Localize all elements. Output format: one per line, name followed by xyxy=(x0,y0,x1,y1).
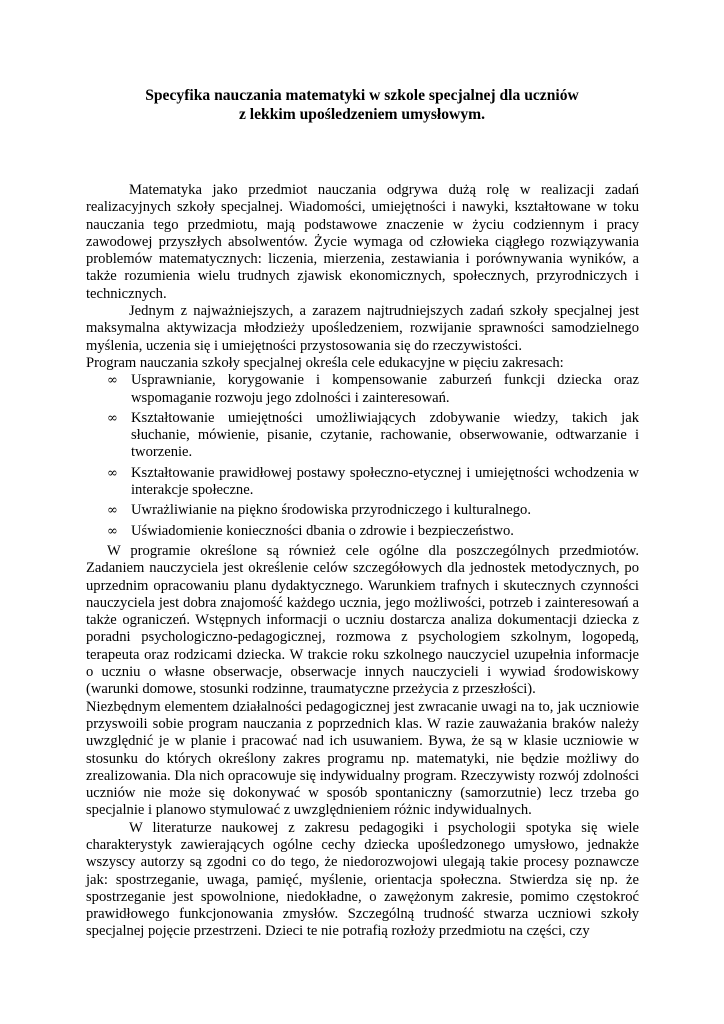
document-body xyxy=(86,182,639,941)
paragraph-program-intro: Program nauczania szkoły specjalnej określa cele edukacyjne w pięciu zakresach: xyxy=(86,354,564,371)
goals-list xyxy=(86,372,639,540)
paragraph-tasks: Jednym z najważniejszych, a zarazem najtrudniejszych zadań szkoły specjalnej jest maksymalna aktywizacja młodzieży upośledzeniem, rozwijanie sprawności samodzielnego myślenia, uczenia się i umiejętności przystosowania się do rzeczywistości. xyxy=(86,303,639,354)
list-item xyxy=(86,372,639,407)
list-item-text: Kształtowanie prawidłowej postawy społeczno-etycznej i umiejętności wchodzenia w interakcje społeczne. xyxy=(131,464,639,499)
list-item-text: Kształtowanie umiejętności umożliwiających zdobywanie wiedzy, takich jak słuchanie, mówienie, pisanie, czytanie, rachowanie, obserwowanie, odtwarzanie i tworzenie. xyxy=(131,409,639,461)
paragraph-literature: W literaturze naukowej z zakresu pedagogiki i psychologii spotyka się wiele charakterystyk zawierających ogólne cechy dziecka upośledzonego umysłowo, jednakże wszyscy autorzy są zgodni co do tego, że niedorozwojowi ulegają takie procesy poznawcze jak: spostrzeganie, uwaga, pamięć, myślenie, orientacja społeczna. Stwierdza się np. że spostrzeganie jest spowolnione, niedokładne, o zawężonym zakresie, pomimo częstokroć prawidłowego funkcjonowania zmysłów. Szczególną trudność stwarza uczniowi szkoły specjalnej pojęcie przestrzeni. Dzieci te nie potrafią rozłoży przedmiotu na części, czy xyxy=(86,819,639,940)
list-item xyxy=(86,502,639,519)
document-title xyxy=(86,86,638,124)
infinity-bullet-icon: ∞ xyxy=(107,373,118,389)
list-item xyxy=(86,465,639,500)
list-item xyxy=(86,410,639,462)
paragraph-intro: Matematyka jako przedmiot nauczania odgrywa dużą rolę w realizacji zadań realizacyjnych szkoły specjalnej. Wiadomości, umiejętności i nawyki, kształtowane w toku nauczania tego przedmiotu, mają podstawowe znaczenie w życiu codziennym i pracy zawodowej przyszłych absolwentów. Życie wymaga od człowieka ciągłego rozwiązywania problemów matematycznych: liczenia, mierzenia, zestawiania i porównywania wyników, a także rozumienia wielu trudnych zjawisk ekonomicznych, społecznych, przyrodniczych i technicznych. xyxy=(86,182,639,302)
infinity-bullet-icon: ∞ xyxy=(107,465,118,481)
paragraph-pedagogical-element: Niezbędnym elementem działalności pedagogicznej jest zwracanie uwagi na to, jak uczniowie przyswoili sobie program nauczania z poprzednich klas. W razie zauważania braków należy uwzględnić je w planie i pracować nad ich usuwaniem. Bywa, że są w klasie uczniowie w stosunku do których określony zakres programu np. matematyki, nie będzie możliwy do zrealizowania. Dla nich opracowuje się indywidualny program. Rzeczywisty rozwój zdolności uczniów nie może się dokonywać w sposób spontaniczny (samorzutnie) lecz trzeba go specjalnie i planowo stymulować z uwzględnieniem różnic indywidualnych. xyxy=(86,698,639,819)
list-item-text: Uświadomienie konieczności dbania o zdrowie i bezpieczeństwo. xyxy=(131,522,514,539)
paragraph-general-goals: W programie określone są również cele ogólne dla poszczególnych przedmiotów. Zadaniem nauczyciela jest określenie celów szczegółowych dla jednostek metodycznych, po uprzednim opracowaniu planu dydaktycznego. Warunkiem trafnych i skutecznych czynności nauczyciela jest dobra znajomość każdego ucznia, jego możliwości, potrzeb i zainteresowań a także ograniczeń. Wstępnych informacji o uczniu dostarcza analiza dokumentacji dziecka z poradni psychologiczno-pedagogicznej, rozmowa z psychologiem szkolnym, logopedą, terapeuta oraz rodzicami dziecka. W trakcie roku szkolnego nauczyciel uzupełnia informacje o uczniu o własne obserwacje, obserwacje innych nauczycieli i wywiad środowiskowy (warunki domowe, stosunki rodzinne, traumatyczne przeżycia z przeszłości). xyxy=(86,542,639,698)
list-item xyxy=(86,523,639,540)
infinity-bullet-icon: ∞ xyxy=(107,523,118,539)
title-line-1: Specyfika nauczania matematyki w szkole specjalnej dla uczniów xyxy=(145,87,579,104)
list-item-text: Uwrażliwianie na piękno środowiska przyrodniczego i kulturalnego. xyxy=(131,502,531,519)
title-line-2: z lekkim upośledzeniem umysłowym. xyxy=(238,106,486,123)
infinity-bullet-icon: ∞ xyxy=(107,503,118,519)
list-item-text: Usprawnianie, korygowanie i kompensowanie zaburzeń funkcji dziecka oraz wspomaganie rozwoju jego zdolności i zainteresowań. xyxy=(131,372,639,406)
infinity-bullet-icon: ∞ xyxy=(107,410,118,426)
